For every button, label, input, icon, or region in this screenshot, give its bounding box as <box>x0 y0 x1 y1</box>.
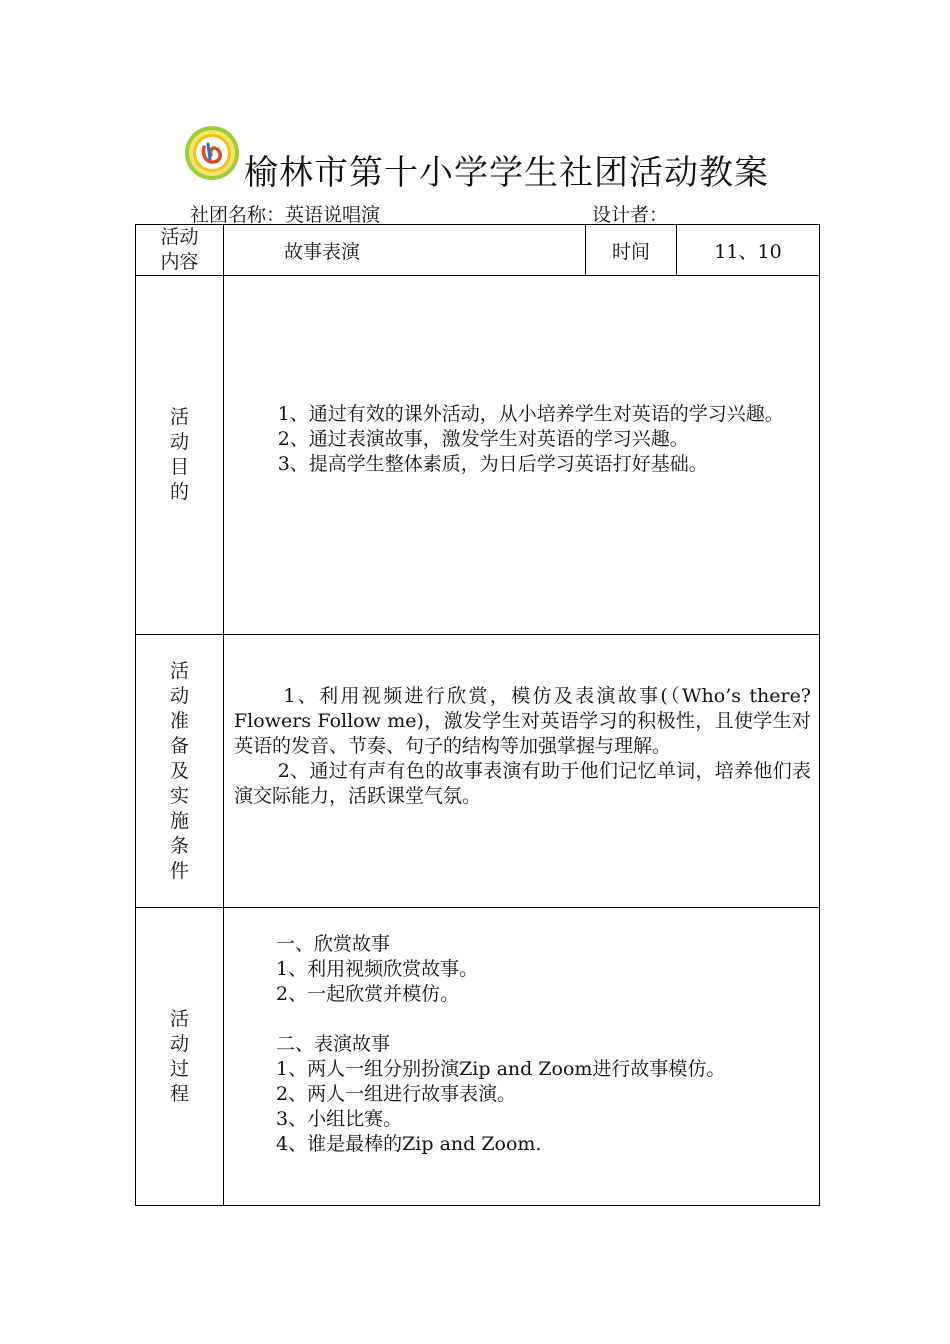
time-label: 时间 <box>586 225 677 276</box>
process-section-heading: 一、欣赏故事 <box>276 933 391 955</box>
goals-content <box>224 276 820 635</box>
goal-item: 1、通过有效的课外活动，从小培养学生对英语的学习兴趣。 <box>277 402 784 425</box>
process-item: 1、两人一组分别扮演Zip and Zoom进行故事模仿。 <box>276 1058 726 1080</box>
preparation-content <box>224 635 820 908</box>
preparation-item: 2、通过有声有色的故事表演有助于他们记忆单词，培养他们表演交际能力，活跃课堂气氛。 <box>234 759 811 807</box>
process-section-heading: 二、表演故事 <box>276 1033 391 1055</box>
process-item: 4、谁是最棒的Zip and Zoom. <box>276 1133 542 1155</box>
goals-row <box>136 276 820 635</box>
lesson-plan-table <box>135 224 820 1206</box>
page-title: 榆林市第十小学学生社团活动教案 <box>244 153 769 193</box>
process-item: 2、两人一组进行故事表演。 <box>276 1083 517 1105</box>
time-value: 11、10 <box>677 225 820 276</box>
preparation-row <box>136 635 820 908</box>
club-name-label: 社团名称：英语说唱演 <box>190 204 381 226</box>
school-logo-icon <box>184 125 240 181</box>
process-row <box>136 908 820 1206</box>
process-item: 3、小组比赛。 <box>276 1108 403 1130</box>
activity-content-label: 活动内容 <box>136 225 224 276</box>
designer-label: 设计者： <box>592 204 669 226</box>
goal-item: 2、通过表演故事，激发学生对英语的学习兴趣。 <box>277 427 689 450</box>
process-item: 2、一起欣赏并模仿。 <box>276 983 460 1005</box>
process-label: 活 动 过 程 <box>136 908 224 1206</box>
process-item: 1、利用视频欣赏故事。 <box>276 958 479 980</box>
preparation-item: 1、利用视频进行欣赏，模仿及表演故事(（Who’s there? Flowers Follow me)，激发学生对英语学习的积极性，且使学生对英语的发音、节奏、句子的结构等加强掌握与理解。 <box>234 684 811 757</box>
activity-content-value: 故事表演 <box>224 225 586 276</box>
process-content <box>224 908 820 1206</box>
preparation-label: 活 动 准 备 及 实 施 条 件 <box>136 635 224 908</box>
activity-content-row <box>136 225 820 276</box>
goals-label: 活 动 目 的 <box>136 276 224 635</box>
goal-item: 3、提高学生整体素质，为日后学习英语打好基础。 <box>277 452 708 475</box>
